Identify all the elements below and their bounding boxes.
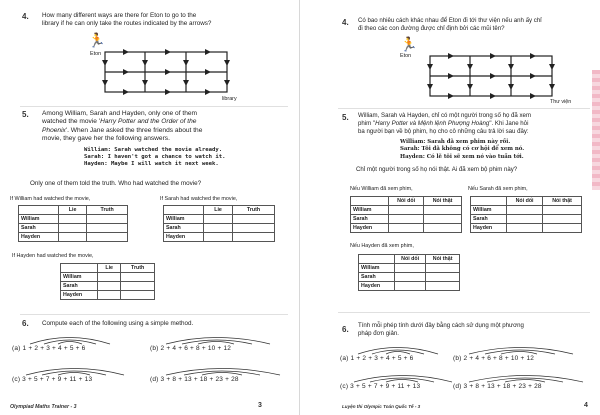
col-truth: Truth <box>87 206 128 215</box>
q4-library-label: library <box>222 96 237 102</box>
table-corner <box>164 206 204 215</box>
q5-table1-caption: If William had watched the movie, <box>10 196 91 202</box>
col-lie: Nói dối <box>389 197 424 206</box>
q6c-expression: (c) 3 + 5 + 7 + 9 + 11 + 13 <box>340 383 421 390</box>
cell[interactable] <box>233 215 275 224</box>
right-footer: Luyện thi Olympic Toán Quốc Tế - 3 <box>342 404 421 409</box>
right-page <box>300 0 600 415</box>
q4-text-line2: đi theo các con đường được chỉ định bởi các mũi tên? <box>358 25 505 32</box>
q4-library-label: Thư viện <box>550 99 572 105</box>
q6-number: 6. <box>22 319 29 328</box>
row-william: William <box>351 206 389 215</box>
col-truth: Truth <box>233 206 275 215</box>
row-william: William <box>61 273 98 282</box>
row-william: William <box>19 215 59 224</box>
cell[interactable] <box>543 206 582 215</box>
q4-number: 4. <box>22 12 29 21</box>
cell[interactable] <box>87 224 128 233</box>
q5-answers <box>84 147 225 169</box>
q5-question: Only one of them told the truth. Who had watched the movie? <box>30 180 202 187</box>
q5-text-line2 <box>42 118 294 126</box>
q4-text-line2: library if he can only take the routes indicated by the arrows? <box>42 20 212 28</box>
cell[interactable] <box>204 233 233 242</box>
cell[interactable] <box>389 206 424 215</box>
q6-number: 6. <box>342 325 349 334</box>
col-truth: Nói thật <box>543 197 582 206</box>
q6-text-line1: Tính mỗi phép tính dưới đây bằng cách sử dụng một phương <box>358 322 524 329</box>
q6b-expression: (b) 2 + 4 + 6 + 8 + 10 + 12 <box>453 355 535 362</box>
cell[interactable] <box>59 224 87 233</box>
q5-text-line1: William, Sarah và Hayden, chỉ có một người trong số họ đã xem <box>358 112 532 119</box>
q4-text-line1: How many different ways are there for Eton to go to the <box>42 12 197 19</box>
q5-answer-sarah: Sarah: Tôi đã không có cơ hội để xem nó. <box>400 146 525 153</box>
q5-table2-caption: Nếu Sarah đã xem phim, <box>468 186 528 192</box>
cell[interactable] <box>507 215 543 224</box>
q5-text-line3b: '. When Jane asked the three friends about the <box>65 126 203 134</box>
col-truth: Truth <box>121 264 155 273</box>
row-sarah: Sarah <box>351 215 389 224</box>
cell[interactable] <box>426 282 460 291</box>
table-corner <box>19 206 59 215</box>
cell[interactable] <box>87 233 128 242</box>
q6c-expression: (c) 3 + 5 + 7 + 9 + 11 + 13 <box>12 376 93 383</box>
q5-text-line4: movie, they gave her the following answers. <box>42 135 170 143</box>
q6-text <box>358 322 524 338</box>
q6-text-line2: pháp đơn giản. <box>358 330 399 337</box>
q6a-expression: (a) 1 + 2 + 3 + 4 + 5 + 6 <box>340 355 414 362</box>
q5-table-sarah <box>470 196 582 233</box>
q5-text-line3 <box>42 127 294 135</box>
q4-number: 4. <box>342 18 349 27</box>
q5-text-line2 <box>358 120 596 128</box>
q4-eton-label: Eton <box>400 53 412 59</box>
cell[interactable] <box>98 291 121 300</box>
q5-answer-sarah: Sarah: I haven't got a chance to watch it. <box>84 154 226 161</box>
row-hayden: Hayden <box>61 291 98 300</box>
q6c-pairing-arcs <box>24 366 136 376</box>
q6a-expression: (a) 1 + 2 + 3 + 4 + 5 + 6 <box>12 345 86 352</box>
row-hayden: Hayden <box>19 233 59 242</box>
q5-table-william <box>350 196 462 233</box>
row-hayden: Hayden <box>471 224 507 233</box>
q5-table-sarah <box>163 205 275 242</box>
left-footer: Olympiad Maths Trainer - 3 <box>10 404 77 410</box>
divider <box>20 106 288 107</box>
q5-table-hayden <box>60 263 155 300</box>
q5-table3-caption: If Hayden had watched the movie, <box>12 253 94 259</box>
row-sarah: Sarah <box>471 215 507 224</box>
left-page-number: 3 <box>258 402 262 409</box>
q6d-pairing-arcs <box>465 373 590 383</box>
q5-question: Chỉ một người trong số họ nói thật. Ai đã xem bộ phim này? <box>356 166 518 173</box>
q5-movie-title-part1: Harry Potter and the Order of the <box>100 118 197 126</box>
row-sarah: Sarah <box>359 273 395 282</box>
q6-text: Compute each of the following using a simple method. <box>42 320 194 327</box>
table-corner <box>359 255 395 264</box>
q5-answer-hayden: Hayden: Có lẽ tôi sẽ xem nó vào tuần tới. <box>400 153 524 160</box>
row-hayden: Hayden <box>351 224 389 233</box>
q5-table3-caption: Nếu Hayden đã xem phim, <box>350 243 414 249</box>
cell[interactable] <box>389 215 424 224</box>
divider <box>338 312 590 313</box>
divider <box>20 314 288 315</box>
q5-answer-william: William: Sarah watched the movie already. <box>84 147 223 153</box>
row-hayden: Hayden <box>359 282 395 291</box>
col-truth: Nói thật <box>424 197 462 206</box>
col-truth: Nói thật <box>426 255 460 264</box>
cell[interactable] <box>204 215 233 224</box>
q5-table-william <box>18 205 128 242</box>
cell[interactable] <box>424 206 462 215</box>
q4-text <box>358 17 594 33</box>
cell[interactable] <box>233 224 275 233</box>
row-william: William <box>359 264 395 273</box>
q6b-expression: (b) 2 + 4 + 6 + 8 + 10 + 12 <box>150 345 232 352</box>
cell[interactable] <box>424 224 462 233</box>
cell[interactable] <box>426 264 460 273</box>
cell[interactable] <box>389 224 424 233</box>
q4-route-grid <box>103 48 233 96</box>
row-william: William <box>164 215 204 224</box>
q6c-pairing-arcs <box>352 373 464 383</box>
q5-number: 5. <box>342 113 349 122</box>
q5-text <box>358 112 596 136</box>
cell[interactable] <box>507 206 543 215</box>
q6a-pairing-arcs <box>352 345 452 355</box>
q6d-expression: (d) 3 + 8 + 13 + 18 + 23 + 28 <box>453 383 542 390</box>
q4-route-grid <box>428 52 558 100</box>
q5-text-line3: ba người bạn về bộ phim, họ cho cô những câu trả lời sau đây: <box>358 128 529 135</box>
q5-text-line1: Among William, Sarah and Hayden, only one of them <box>42 110 198 117</box>
q6d-pairing-arcs <box>162 366 287 376</box>
q5-answers <box>400 139 524 161</box>
cell[interactable] <box>543 215 582 224</box>
row-hayden: Hayden <box>164 233 204 242</box>
q5-text <box>42 110 294 144</box>
eton-figure-icon: 🏃 <box>400 36 418 52</box>
right-page-number: 4 <box>584 402 588 409</box>
col-lie: Lie <box>98 264 121 273</box>
cell[interactable] <box>87 215 128 224</box>
q5-answer-hayden: Hayden: Maybe I will watch it next week. <box>84 161 219 168</box>
page-edge-tab <box>592 70 600 190</box>
q5-number: 5. <box>22 110 29 119</box>
q5-table1-caption: Nếu William đã xem phim, <box>350 186 413 192</box>
row-william: William <box>471 206 507 215</box>
table-corner <box>471 197 507 206</box>
q5-answer-william: William: Sarah đã xem phim này rồi. <box>400 139 511 145</box>
q6b-pairing-arcs <box>162 335 280 345</box>
cell[interactable] <box>98 273 121 282</box>
q4-text-line1: Có bao nhiêu cách khác nhau để Eton đi tới thư viện nếu anh ấy chỉ <box>358 17 542 24</box>
row-sarah: Sarah <box>19 224 59 233</box>
cell[interactable] <box>395 273 426 282</box>
q5-movie-title-part2: Phoenix <box>42 126 66 134</box>
q6a-pairing-arcs <box>24 335 124 345</box>
col-lie: Lie <box>204 206 233 215</box>
cell[interactable] <box>233 233 275 242</box>
col-lie: Nói dối <box>507 197 543 206</box>
row-sarah: Sarah <box>61 282 98 291</box>
cell[interactable] <box>395 282 426 291</box>
cell[interactable] <box>424 215 462 224</box>
cell[interactable] <box>59 233 87 242</box>
cell[interactable] <box>121 282 155 291</box>
q5-table-hayden <box>358 254 460 291</box>
q5-movie-title: Harry Potter và Mệnh lệnh Phượng Hoàng <box>375 120 490 127</box>
q4-text <box>42 12 292 28</box>
cell[interactable] <box>121 273 155 282</box>
col-lie: Lie <box>59 206 87 215</box>
q6b-pairing-arcs <box>465 345 583 355</box>
cell[interactable] <box>543 224 582 233</box>
eton-figure-icon: 🏃 <box>88 32 106 48</box>
table-corner <box>351 197 389 206</box>
cell[interactable] <box>204 224 233 233</box>
q5-text-line2a: watched the movie ' <box>42 118 101 126</box>
q5-text-line2a: phim " <box>358 120 376 127</box>
cell[interactable] <box>59 215 87 224</box>
q6d-expression: (d) 3 + 8 + 13 + 18 + 23 + 28 <box>150 376 239 383</box>
table-corner <box>61 264 98 273</box>
q5-text-line2c: ". Khi Jane hỏi <box>489 120 529 127</box>
col-lie: Nói dối <box>395 255 426 264</box>
row-sarah: Sarah <box>164 224 204 233</box>
cell[interactable] <box>98 282 121 291</box>
cell[interactable] <box>121 291 155 300</box>
cell[interactable] <box>507 224 543 233</box>
cell[interactable] <box>426 273 460 282</box>
q4-eton-label: Eton <box>90 51 102 57</box>
cell[interactable] <box>395 264 426 273</box>
divider <box>338 108 590 109</box>
q5-table2-caption: If Sarah had watched the movie, <box>160 196 238 202</box>
